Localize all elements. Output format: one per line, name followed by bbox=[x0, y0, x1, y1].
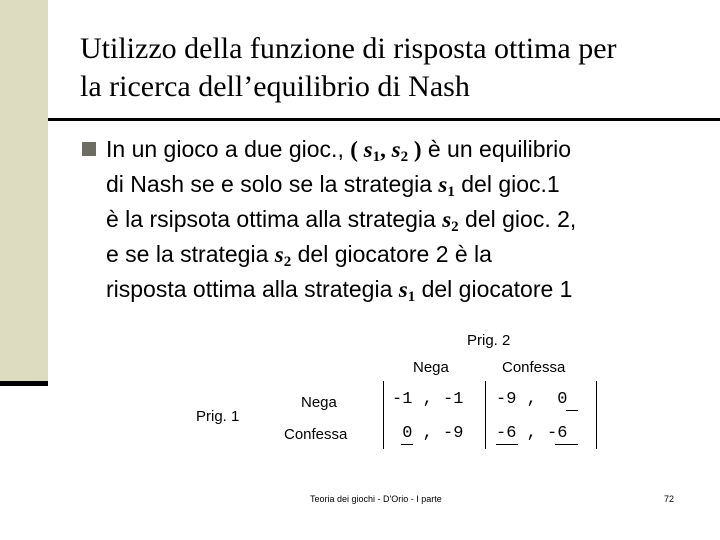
symbol: s bbox=[363, 137, 373, 162]
strategy-s1 bbox=[363, 137, 381, 165]
best-response-underline bbox=[566, 410, 578, 411]
title-line-1: Utilizzo della funzione di risposta ottima per bbox=[80, 32, 617, 65]
symbol: s bbox=[274, 242, 284, 267]
bullet-line-2 bbox=[106, 167, 706, 202]
subscript: 1 bbox=[372, 149, 381, 165]
strategy-s2 bbox=[274, 242, 292, 270]
text-run: risposta ottima alla strategia bbox=[106, 276, 399, 302]
payoff-cell-confessa-confessa: -6 , -6 bbox=[496, 424, 568, 443]
bullet-line-1 bbox=[106, 132, 706, 167]
bullet-text bbox=[106, 132, 706, 307]
payoff-cell-nega-nega: -1 , -1 bbox=[392, 390, 464, 409]
player1-label: Prig. 1 bbox=[196, 408, 240, 425]
text-run: In un gioco a due gioc., bbox=[106, 136, 351, 162]
bullet-line-5 bbox=[106, 272, 706, 307]
subscript: 2 bbox=[283, 254, 292, 270]
title-line-2: la ricerca dell’equilibrio di Nash bbox=[80, 70, 470, 103]
col-header-nega: Nega bbox=[413, 359, 449, 376]
symbol: s bbox=[442, 207, 452, 232]
symbol: s bbox=[398, 277, 408, 302]
best-response-underline bbox=[401, 444, 413, 445]
payoff-cell-nega-confessa: -9 , 0 bbox=[496, 390, 568, 409]
strategy-s1 bbox=[438, 172, 455, 200]
player2-label: Prig. 2 bbox=[467, 332, 511, 349]
symbol: s bbox=[438, 172, 448, 197]
best-response-underline bbox=[496, 444, 518, 445]
payoff-cell-confessa-nega: 0 , -9 bbox=[392, 424, 464, 443]
text-run: di Nash se e solo se la strategia bbox=[106, 171, 439, 197]
text-run: è la rsipsota ottima alla strategia bbox=[106, 206, 443, 232]
text-run: del giocatore 1 bbox=[415, 276, 573, 302]
sidebar-divider bbox=[0, 381, 48, 386]
text-run: del gioc.1 bbox=[454, 171, 560, 197]
table-left-border bbox=[383, 381, 384, 449]
strategy-s2 bbox=[442, 207, 459, 235]
text-run: del gioc. 2, bbox=[458, 206, 577, 232]
text-run: è un equilibrio bbox=[421, 136, 572, 162]
symbol: s bbox=[391, 137, 401, 162]
strategy-s1 bbox=[398, 277, 416, 305]
subscript: 2 bbox=[451, 219, 459, 235]
bullet-line-4 bbox=[106, 237, 706, 272]
paren-close: ) bbox=[408, 137, 422, 162]
decorative-sidebar bbox=[0, 0, 48, 385]
slide-title bbox=[80, 30, 700, 106]
subscript: 2 bbox=[400, 149, 409, 165]
page-number: 72 bbox=[664, 494, 675, 504]
text-run: del giocatore 2 è la bbox=[291, 241, 492, 267]
comma: , bbox=[380, 137, 392, 162]
table-middle-border bbox=[485, 381, 486, 449]
strategy-s2 bbox=[391, 137, 409, 165]
subscript: 1 bbox=[447, 184, 455, 200]
footer-text: Teoria dei giochi - D'Orio - I parte bbox=[310, 494, 442, 504]
row-header-nega: Nega bbox=[301, 394, 337, 411]
table-right-border bbox=[596, 381, 597, 449]
subscript: 1 bbox=[407, 289, 416, 305]
title-divider bbox=[48, 118, 720, 121]
bullet-square-icon bbox=[82, 142, 96, 156]
col-header-confessa: Confessa bbox=[502, 359, 566, 376]
row-header-confessa: Confessa bbox=[284, 426, 348, 443]
best-response-underline bbox=[555, 444, 578, 445]
text-run: e se la strategia bbox=[106, 241, 275, 267]
bullet-line-3 bbox=[106, 202, 706, 237]
paren-open: ( bbox=[350, 137, 364, 162]
